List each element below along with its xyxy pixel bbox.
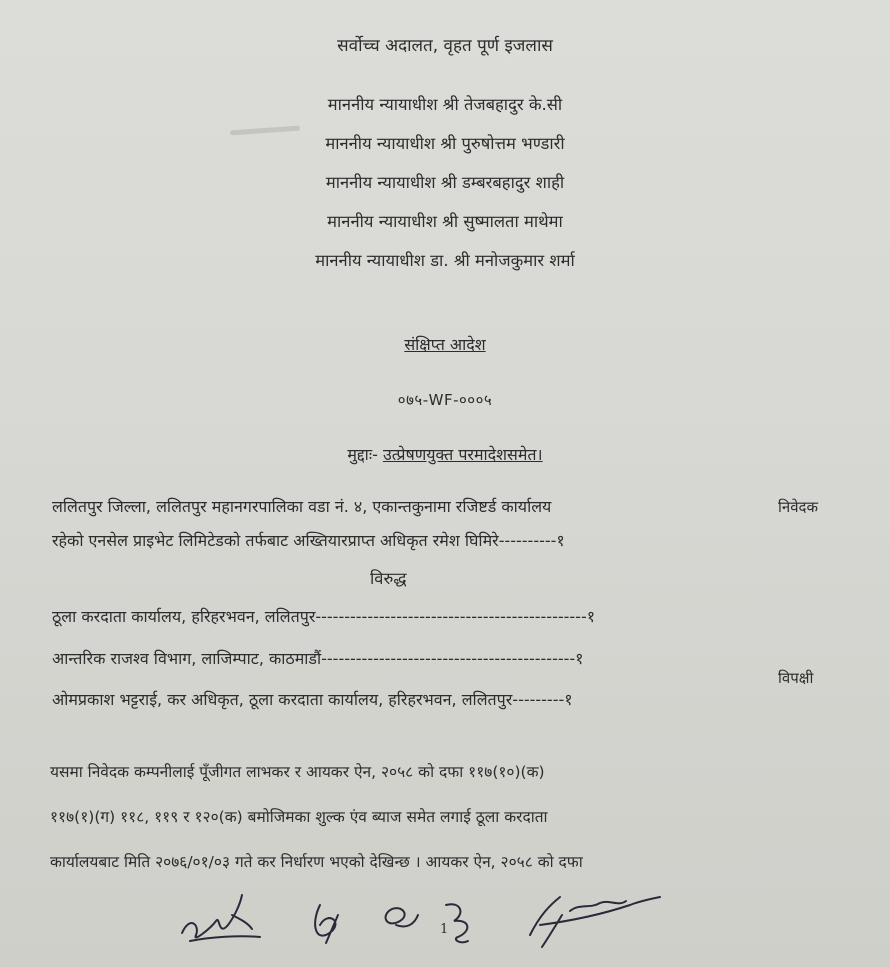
body-paragraph-line: कार्यालयबाट मिति २०७६/०१/०३ गते कर निर्धारण भएको देखिन्छ । आयकर ऐन, २०५८ को दफा — [50, 853, 583, 871]
court-heading: सर्वोच्च अदालत, वृहत पूर्ण इजलास — [337, 36, 553, 56]
petitioner-line-1: ललितपुर जिल्ला, ललितपुर महानगरपालिका वडा नं. ४, एकान्तकुनामा रजिष्टर्ड कार्यालय — [52, 497, 552, 516]
respondent-line: आन्तरिक राजश्व विभाग, लाजिम्पाट, काठमाडौं--------------------------------------------१ — [52, 649, 584, 668]
signature-stroke — [315, 905, 338, 943]
judge-name: माननीय न्यायाधीश श्री पुरुषोत्तम भण्डारी — [325, 134, 565, 153]
subject-row — [0, 443, 890, 465]
signature-stroke — [386, 908, 418, 926]
page-number: 1 — [440, 922, 449, 937]
versus-heading: विरुद्ध — [370, 569, 407, 588]
signatures-graphic — [170, 885, 690, 955]
signature-stroke — [530, 897, 660, 947]
petitioner-line-2: रहेको एनसेल प्राइभेट लिमिटेडको तर्फबाट अख्तियारप्राप्त अधिकृत रमेश घिमिरे----------१ — [52, 531, 565, 550]
judge-name: माननीय न्यायाधीश श्री सुष्मालता माथेमा — [327, 212, 563, 231]
order-title: संक्षिप्त आदेश — [404, 335, 486, 354]
respondent-line: ठूला करदाता कार्यालय, हरिहरभवन, ललितपुर-----------------------------------------------१ — [52, 607, 596, 626]
signature-stroke — [446, 904, 468, 942]
body-paragraph-line: यसमा निवेदक कम्पनीलाई पूँजीगत लाभकर र आयकर ऐन, २०५८ को दफा ११७(१०)(क) — [50, 763, 545, 781]
order-title-row — [0, 333, 890, 355]
judge-name: माननीय न्यायाधीश श्री तेजबहादुर के.सी — [327, 95, 563, 114]
subject-label: मुद्दाः- — [347, 445, 378, 464]
body-paragraph-line: ११७(१)(ग) ११८, ११९ र १२०(क) बमोजिमका शुल्क एंव ब्याज समेत लगाई ठूला करदाता — [50, 808, 548, 826]
respondent-label: विपक्षी — [778, 669, 814, 687]
judge-name: माननीय न्यायाधीश डा. श्री मनोजकुमार शर्मा — [315, 251, 575, 270]
case-number: ०७५-WF-०००५ — [397, 391, 493, 409]
subject-value: उत्प्रेषणयुक्त परमादेशसमेत। — [382, 445, 543, 464]
signature-stroke — [182, 895, 252, 937]
signature-stroke — [190, 936, 260, 941]
respondent-line: ओमप्रकाश भट्टराई, कर अधिकृत, ठूला करदाता कार्यालय, हरिहरभवन, ललितपुर---------१ — [52, 690, 573, 709]
petitioner-label: निवेदक — [778, 498, 819, 516]
judge-name: माननीय न्यायाधीश श्री डम्बरबहादुर शाही — [325, 173, 565, 192]
